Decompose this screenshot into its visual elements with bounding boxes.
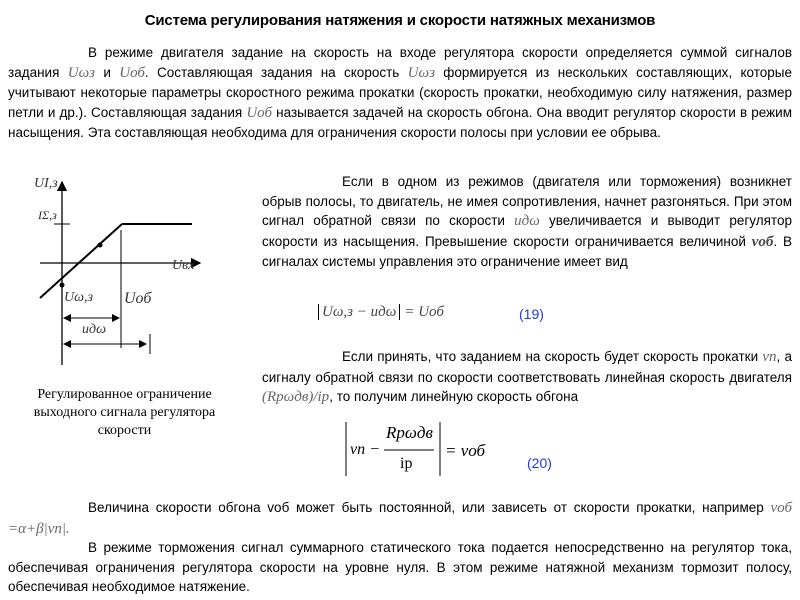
limit-graph [0, 170, 240, 390]
p2-text-2: увеличивается и выводит регулятор скорости из насыщения. Превышение скорости ограничивается величиной [262, 213, 792, 249]
uob-label: Uоб [124, 290, 152, 307]
var-vob: vоб [751, 233, 774, 250]
y-axis-label: UI,з [34, 176, 58, 191]
p3-text-2: , а сигналу обратной связи по скорости соответствовать линейная скорость двигателя [262, 349, 792, 385]
var-vob-formula: vоб =α+β|vп|. [8, 500, 792, 537]
p5-text-1: В режиме торможения сигнал суммарного статического тока подается непосредственно на регулятор тока, обеспечивая ограничения регулятора скорости на уровне нуля. В этом режиме натяжной механизм тормозит полосу, обеспечивая необходимое натяжение. [8, 540, 792, 595]
var-uwz: Uωз [67, 64, 96, 81]
udw-label: uдω [82, 322, 106, 337]
eq19-lhs: Uω,з − uдω [318, 304, 400, 320]
eq20-rhs: = vоб [445, 441, 486, 460]
var-udw: uдω [514, 213, 540, 230]
uwz-label: Uω,з [64, 290, 93, 305]
var-vn: vп [762, 349, 777, 365]
var-rw-ip: (Rрωдв)/iр [262, 389, 330, 406]
p1-text-1: В режиме двигателя задание на скорость на входе регулятора скорости определяется суммой сигналов задания [8, 45, 792, 80]
p2-text-3: . В сигналах системы управления это ограничение имеет вид [262, 233, 792, 270]
p1-text-2: и [95, 64, 120, 80]
var-uob: Uоб [119, 64, 145, 81]
eq19-rhs: = Uоб [404, 304, 444, 320]
x-axis-label: Uвх [172, 258, 195, 273]
p3-text-1: Если принять, что заданием на скорость будет скорость прокатки [342, 349, 763, 364]
paragraph-braking [8, 538, 792, 597]
paragraph-vob [8, 498, 792, 539]
var-uob-2: Uоб [246, 104, 273, 121]
characteristic-slope [40, 224, 122, 298]
page-title: Система регулирования натяжения и скорости натяжных механизмов [144, 12, 656, 29]
p1-text-4: формируется из нескольких составляющих, которые учитывают некоторые параметры скоростного режима прокатки (скорость прокатки, необходимую силу натяжения, размер петли и др.). Составляющая задания [8, 64, 793, 120]
level-label: IΣ,з [38, 208, 57, 222]
graph-caption: Регулированное ограничение выходного сигнала регулятора скорости [33, 387, 216, 438]
paragraph-break [262, 172, 792, 272]
p2-text-1: Если в одном из режимов (двигателя или торможения) возникнет обрыв полосы, то двигатель, не имея сопротивления, начнет разгоняться. При этом сигнал обратной связи по скорости [262, 174, 792, 229]
equation-19 [318, 304, 444, 321]
eq19-number: (19) [519, 306, 544, 322]
paragraph-overtake [262, 347, 792, 408]
eq20-denominator: iр [400, 455, 413, 472]
p3-text-3: , то получим линейную скорость обгона [329, 389, 579, 405]
paragraph-intro [8, 43, 792, 143]
eq20-numerator: Rрωдв [386, 423, 433, 442]
eq20-vn: vп − [350, 441, 380, 458]
point-uob [98, 243, 103, 248]
p1-text-3: . Составляющая задания на скорость [144, 64, 408, 80]
p4-text-1: Величина скорости обгона vоб может быть постоянной, или зависеть от скорости прокатки, например [88, 500, 771, 515]
eq20-number: (20) [527, 455, 552, 471]
var-uwz-2: Uωз [407, 64, 435, 81]
p1-text-5: называется задачей на скорость обгона. Она вводит регулятор скорости в режим насыщения. Эта составляющая необходима для ограничения скорости полосы при условии ее обрыва. [8, 104, 792, 141]
